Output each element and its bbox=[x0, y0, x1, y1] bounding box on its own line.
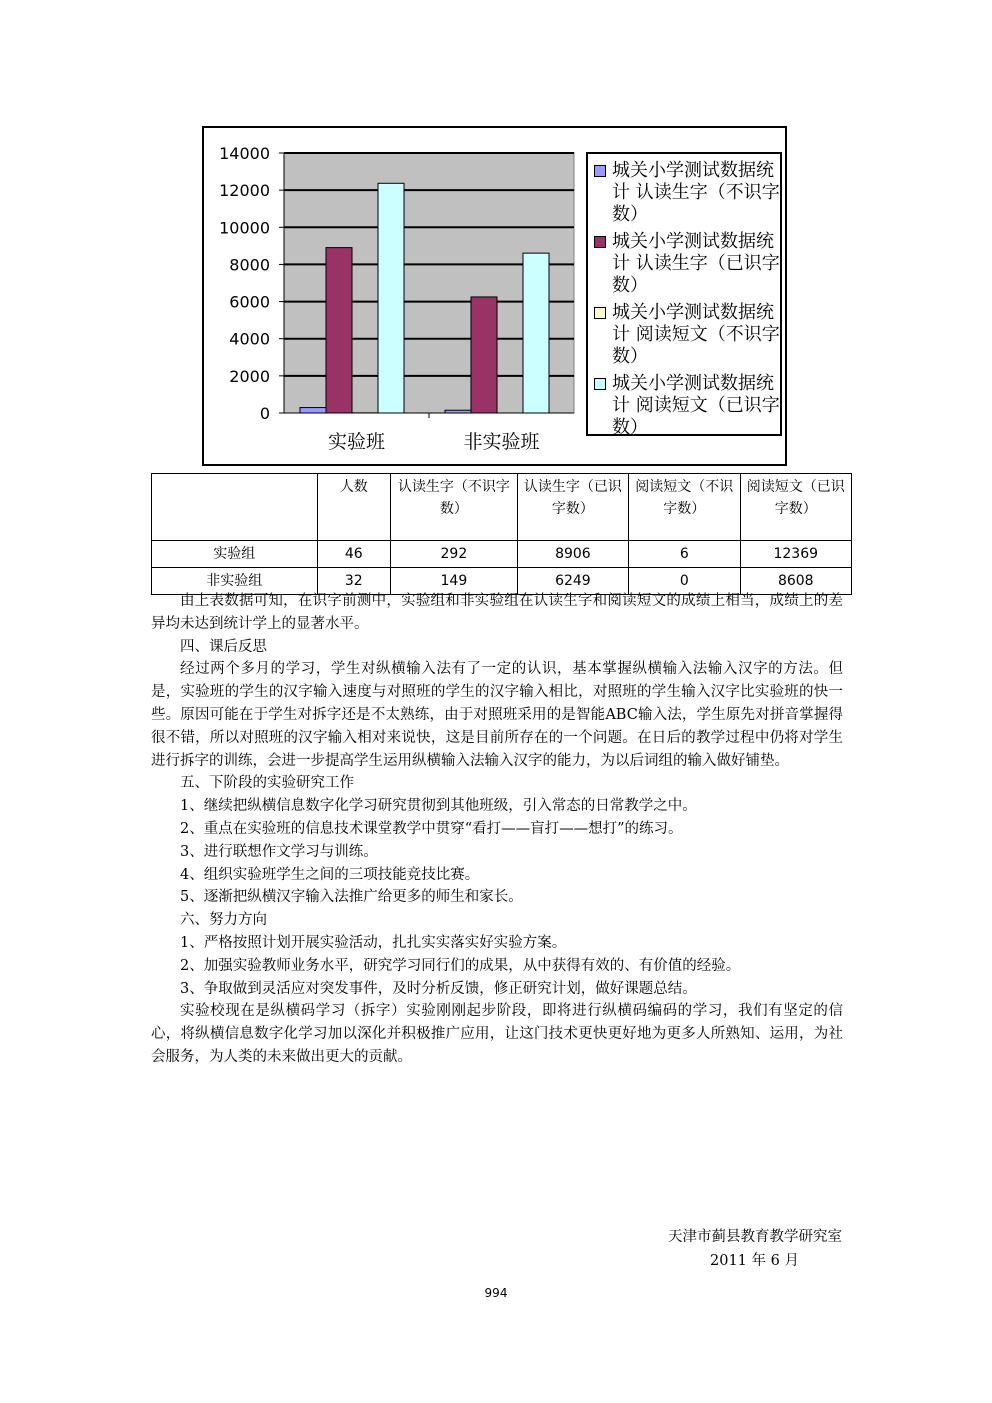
paragraph: 经过两个多月的学习，学生对纵横输入法有了一定的认识，基本掌握纵横输入法输入汉字的方法。但是，实验班的学生的汉字输入速度与对照班的学生的汉字输入相比，对照班的学生输入汉字比实验班的快一些。原因可能在于学生对拆字还是不太熟练，由于对照班采用的是智能ABC输入法，学生原先对拼音掌握得很不错，所以对照班的汉字输入相对来说快，这是目前所存在的一个问题。在日后的教学过程中仍将对学生进行拆字的训练，会进一步提高学生运用纵横输入法输入汉字的能力，为以后词组的输入做好铺垫。 bbox=[151, 661, 843, 769]
list-item: 3、进行联想作文学习与训练。 bbox=[180, 843, 378, 860]
paragraph: 由上表数据可知，在识字前测中，实验组和非实验组在认读生字和阅读短文的成绩上相当，成绩上的差异均未达到统计学上的显著水平。 bbox=[151, 593, 843, 632]
y-tick-label: 8000 bbox=[229, 255, 270, 275]
table-cell: 292 bbox=[391, 541, 518, 568]
table-cell: 6249 bbox=[517, 568, 628, 595]
y-tick-label: 2000 bbox=[229, 366, 270, 386]
list-item: 4、组织实验班学生之间的三项技能竞技比赛。 bbox=[180, 866, 480, 883]
chart-legend bbox=[586, 152, 782, 436]
data-table bbox=[151, 473, 852, 595]
page-number: 994 bbox=[484, 1286, 508, 1300]
y-tick-label: 10000 bbox=[219, 218, 270, 238]
legend-label: 城关小学测试数据统计 阅读短文（不识字数） bbox=[612, 302, 780, 367]
legend-swatch bbox=[594, 307, 606, 319]
bar bbox=[378, 183, 404, 413]
table-cell: 8608 bbox=[740, 568, 851, 595]
table-cell: 46 bbox=[317, 541, 391, 568]
table-cell: 非实验组 bbox=[152, 568, 318, 595]
table-cell: 149 bbox=[391, 568, 518, 595]
legend-swatch bbox=[594, 236, 606, 248]
table-header-cell: 阅读短文（已识字数） bbox=[740, 474, 851, 541]
table-cell: 12369 bbox=[740, 541, 851, 568]
paragraph: 实验校现在是纵横码学习（拆字）实验刚刚起步阶段，即将进行纵横码编码的学习，我们有坚定的信心，将纵横信息数字化学习加以深化并积极推广应用，让这门技术更快更好地为更多人所熟知、运用，为社会服务，为人类的未来做出更大的贡献。 bbox=[151, 1003, 843, 1065]
section-heading: 六、努力方向 bbox=[180, 912, 267, 929]
y-tick-label: 0 bbox=[259, 404, 270, 423]
table-cell: 0 bbox=[629, 568, 740, 595]
section-heading: 四、课后反思 bbox=[180, 638, 267, 655]
list-item: 5、逐渐把纵横汉字输入法推广给更多的师生和家长。 bbox=[180, 889, 523, 906]
list-item: 1、继续把纵横信息数字化学习研究贯彻到其他班级，引入常态的日常教学之中。 bbox=[180, 798, 697, 815]
bar bbox=[300, 408, 326, 413]
x-category-label: 实验班 bbox=[327, 431, 386, 453]
table-header-cell: 人数 bbox=[317, 474, 391, 541]
list-item: 2、重点在实验班的信息技术课堂教学中贯穿“看打——盲打——想打”的练习。 bbox=[180, 820, 683, 837]
bar bbox=[445, 410, 471, 413]
table-header-cell: 认读生字（已识字数） bbox=[517, 474, 628, 541]
signature-date: 2011 年 6 月 bbox=[710, 1253, 799, 1269]
bar bbox=[523, 253, 549, 413]
table-cell: 32 bbox=[317, 568, 391, 595]
body-text bbox=[151, 590, 843, 1069]
bar-chart bbox=[202, 126, 787, 466]
y-tick-label: 6000 bbox=[229, 292, 270, 312]
bar bbox=[471, 297, 497, 413]
list-item: 3、争取做到灵活应对突发事件，及时分析反馈，修正研究计划，做好课题总结。 bbox=[180, 980, 697, 997]
table-header-cell bbox=[152, 474, 318, 541]
y-tick-label: 4000 bbox=[229, 329, 270, 349]
table-header-cell: 认读生字（不识字数） bbox=[391, 474, 518, 541]
legend-label: 城关小学测试数据统计 阅读短文（已识字数） bbox=[612, 373, 780, 438]
table-cell: 8906 bbox=[517, 541, 628, 568]
table-header-cell: 阅读短文（不识字数） bbox=[629, 474, 740, 541]
y-tick-label: 14000 bbox=[219, 144, 270, 163]
legend-swatch bbox=[594, 378, 606, 390]
bar bbox=[326, 248, 352, 413]
section-heading: 五、下阶段的实验研究工作 bbox=[180, 775, 354, 792]
table-header-row bbox=[152, 474, 852, 541]
table-cell: 6 bbox=[629, 541, 740, 568]
legend-label: 城关小学测试数据统计 认读生字（不识字数） bbox=[612, 160, 780, 225]
legend-label: 城关小学测试数据统计 认读生字（已识字数） bbox=[612, 231, 780, 296]
signature-org: 天津市蓟县教育教学研究室 bbox=[668, 1229, 842, 1245]
legend-swatch bbox=[594, 165, 606, 177]
y-tick-label: 12000 bbox=[219, 181, 270, 201]
list-item: 2、加强实验教师业务水平，研究学习同行们的成果，从中获得有效的、有价值的经验。 bbox=[180, 957, 741, 974]
table-cell: 实验组 bbox=[152, 541, 318, 568]
x-category-label: 非实验班 bbox=[463, 431, 540, 453]
list-item: 1、严格按照计划开展实验活动，扎扎实实落实好实验方案。 bbox=[180, 934, 567, 951]
table-row bbox=[152, 541, 852, 568]
